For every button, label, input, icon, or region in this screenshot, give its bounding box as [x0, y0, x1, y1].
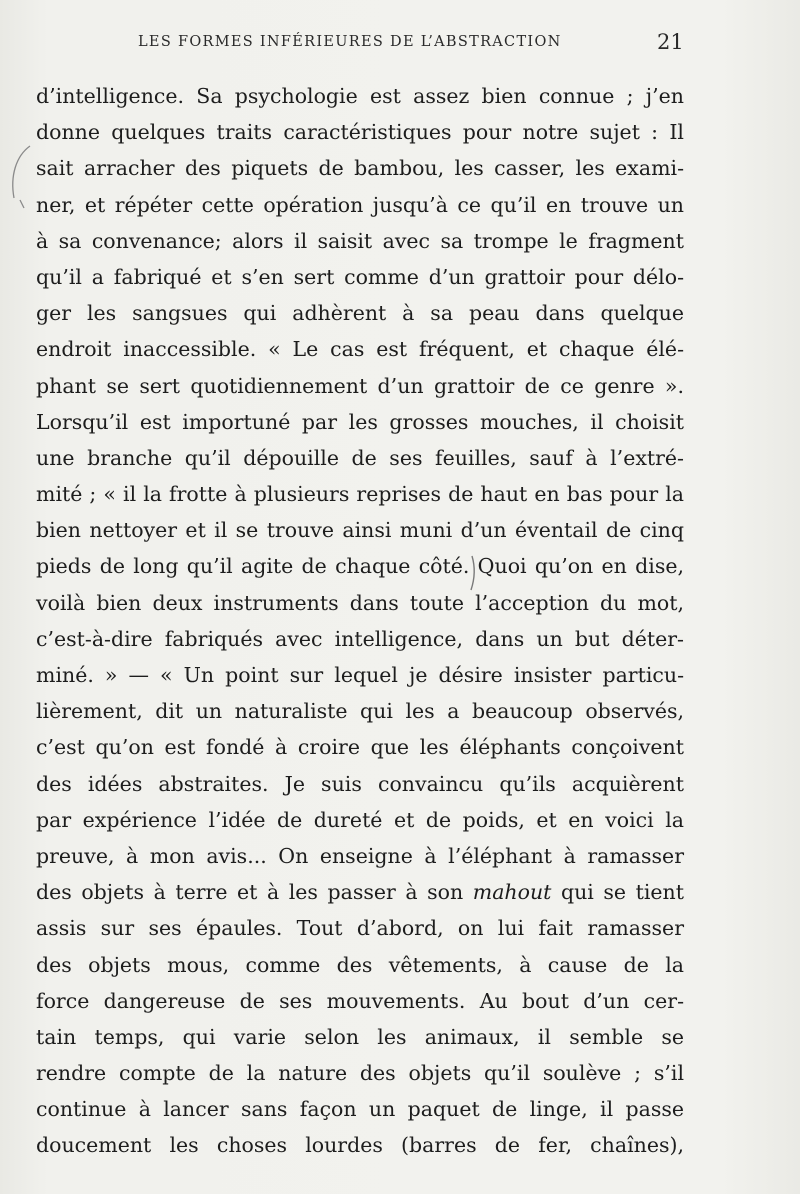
text-line: mité ; « il la frotte à plusieurs reprises de haut en bas pour la	[36, 482, 684, 507]
text-line: par expérience l’idée de dureté et de poids, et en voici la	[36, 807, 684, 832]
text-segment: des objets à terre et à les passer à son	[36, 880, 473, 905]
text-line: Lorsqu’il est importuné par les grosses mouches, il choisit	[36, 409, 684, 434]
text-line: qu’il a fabriqué et s’en sert comme d’un grattoir pour délo-	[36, 264, 684, 289]
text-line: donne quelques traits caractéristiques pour notre sujet : Il	[36, 120, 684, 145]
text-line: ner, et répéter cette opération jusqu’à ce qu’il en trouve un	[36, 192, 684, 217]
text-line-with-italic	[36, 874, 684, 910]
pencil-bracket-mark	[4, 142, 34, 214]
text-line: des idées abstraites. Je suis convaincu qu’ils acquièrent	[36, 771, 684, 796]
text-line: des objets mous, comme des vêtements, à cause de la	[36, 952, 684, 977]
body-text	[36, 78, 684, 1164]
text-line: une branche qu’il dépouille de ses feuilles, sauf à l’extré-	[36, 445, 684, 470]
text-line: phant se sert quotidiennement d’un grattoir de ce genre ».	[36, 373, 684, 398]
text-segment: qui se tient	[551, 880, 684, 905]
text-line: ger les sangsues qui adhèrent à sa peau dans quelque	[36, 301, 684, 326]
text-line: d’intelligence. Sa psychologie est assez bien connue ; j’en	[36, 84, 684, 108]
text-line: tain temps, qui varie selon les animaux, il semble se	[36, 1024, 684, 1049]
text-line: à sa convenance; alors il saisit avec sa trompe le fragment	[36, 228, 684, 253]
text-line: continue à lancer sans façon un paquet de linge, il passe	[36, 1097, 684, 1122]
running-head: LES FORMES INFÉRIEURES DE L’ABSTRACTION	[138, 34, 562, 50]
text-line: lièrement, dit un naturaliste qui les a beaucoup observés,	[36, 699, 684, 724]
text-line: c’est-à-dire fabriqués avec intelligence, dans un but déter-	[36, 626, 684, 651]
text-line: pieds de long qu’il agite de chaque côté. Quoi qu’on en dise,	[36, 554, 684, 579]
text-line: preuve, à mon avis... On enseigne à l’éléphant à ramasser	[36, 843, 684, 868]
text-line: voilà bien deux instruments dans toute l’acception du mot,	[36, 590, 684, 615]
text-line: c’est qu’on est fondé à croire que les éléphants conçoivent	[36, 735, 684, 760]
text-line: force dangereuse de ses mouvements. Au bout d’un cer-	[36, 988, 684, 1013]
text-line: miné. » — « Un point sur lequel je désire insister particu-	[36, 663, 684, 687]
text-line: rendre compte de la nature des objets qu’il soulève ; s’il	[36, 1061, 684, 1086]
text-line: doucement les choses lourdes (barres de fer, chaînes),	[36, 1133, 684, 1158]
italic-word: mahout	[472, 880, 552, 905]
text-line: assis sur ses épaules. Tout d’abord, on lui fait ramasser	[36, 916, 684, 941]
text-line: sait arracher des piquets de bambou, les casser, les exami-	[36, 156, 684, 181]
page-number: 21	[657, 30, 684, 54]
text-line: bien nettoyer et il se trouve ainsi muni d’un éventail de cinq	[36, 518, 684, 543]
text-line: endroit inaccessible. « Le cas est fréquent, et chaque élé-	[36, 337, 684, 362]
